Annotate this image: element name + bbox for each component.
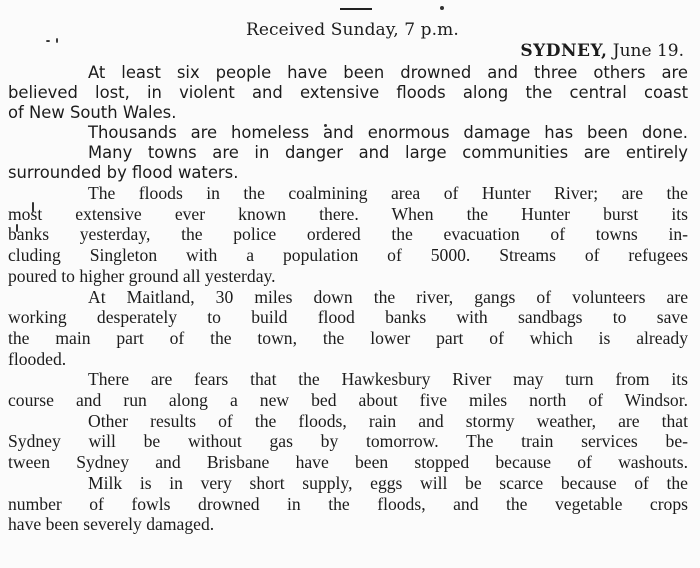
- text-line: poured to higher ground all yesterday.: [8, 265, 276, 286]
- text-line: the main part of the town, the lower part of which is already: [8, 327, 688, 348]
- lead-paragraph: [8, 143, 688, 183]
- lead-paragraph: [8, 63, 688, 123]
- top-rule-divider: [340, 8, 372, 10]
- text-line: number of fowls drowned in the floods, and the vegetable crops: [8, 493, 688, 514]
- text-line: Other results of the floods, rain and stormy weather, are that: [88, 410, 688, 431]
- text-line: cluding Singleton with a population of 5000. Streams of refugees: [8, 245, 688, 266]
- ink-speck: [56, 38, 58, 43]
- text-line: have been severely damaged.: [8, 514, 215, 535]
- text-line: tween Sydney and Brisbane have been stopped because of washouts.: [8, 452, 688, 473]
- text-line: banks yesterday, the police ordered the evacuation of towns in-: [8, 224, 688, 245]
- dateline: [520, 41, 684, 61]
- ink-speck: [440, 6, 444, 10]
- text-line: At Maitland, 30 miles down the river, gangs of volunteers are: [88, 286, 688, 307]
- body-paragraph: [8, 411, 688, 473]
- text-line: flooded.: [8, 348, 67, 369]
- text-line: There are fears that the Hawkesbury River may turn from its: [88, 369, 688, 390]
- ink-speck: [46, 40, 50, 42]
- body-paragraph: [8, 473, 688, 535]
- text-line: course and run along a new bed about five miles north of Windsor.: [8, 390, 688, 411]
- text-line: surrounded by flood waters.: [8, 163, 239, 182]
- text-line: Sydney will be without gas by tomorrow. The train services be-: [8, 431, 688, 452]
- text-line: working desperately to build flood banks with sandbags to save: [8, 307, 688, 328]
- body-paragraph: [8, 183, 688, 287]
- text-line: The floods in the coalmining area of Hunter River; are the: [88, 183, 688, 203]
- lead-paragraph: [8, 123, 688, 143]
- dateline-date: June 19.: [612, 41, 684, 61]
- dateline-city: SYDNEY,: [520, 41, 608, 61]
- body-paragraph: [8, 287, 688, 370]
- text-line: of New South Wales.: [8, 103, 177, 122]
- body-paragraph: [8, 369, 688, 410]
- text-line: Many towns are in danger and large communities are entirely: [88, 143, 688, 162]
- article-body: [8, 63, 688, 535]
- received-line: Received Sunday, 7 p.m.: [246, 20, 459, 40]
- text-line: Milk is in very short supply, eggs will be scarce because of the: [88, 472, 688, 493]
- text-line: most extensive ever known there. When the Hunter burst its: [8, 203, 688, 224]
- text-line: Thousands are homeless and enormous damage has been done.: [88, 123, 688, 142]
- text-line: At least six people have been drowned and three others are: [88, 63, 688, 82]
- text-line: believed lost, in violent and extensive floods along the central coast: [8, 83, 688, 102]
